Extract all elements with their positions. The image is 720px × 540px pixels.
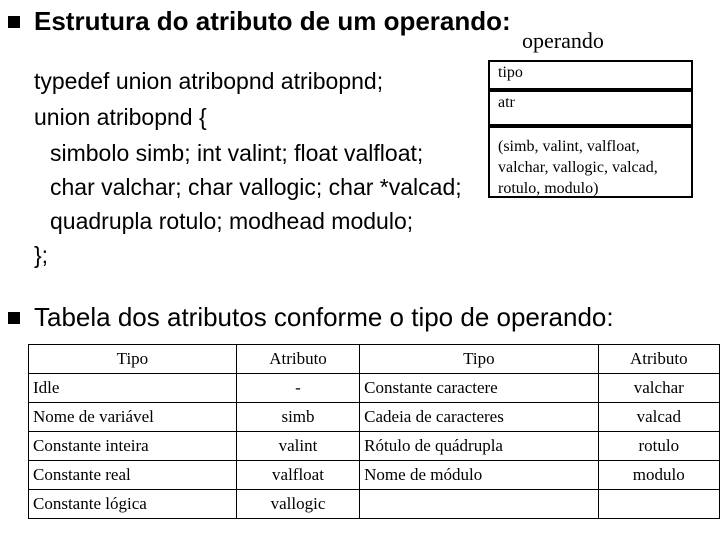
cell-atributo: valcad (598, 403, 719, 432)
cell-tipo: Idle (29, 374, 237, 403)
cell-atributo: - (236, 374, 359, 403)
cell-atributo: valint (236, 432, 359, 461)
cell-atributo: simb (236, 403, 359, 432)
header-atributo-2: Atributo (598, 345, 719, 374)
bullet-1 (8, 16, 20, 28)
bullet-2 (8, 312, 20, 324)
table-header-row (29, 345, 720, 374)
cell-tipo: Rótulo de quádrupla (360, 432, 598, 461)
header-tipo-2: Tipo (360, 345, 598, 374)
code-line-3: simbolo simb; int valint; float valfloat; (50, 140, 424, 166)
cell-tipo: Constante inteira (29, 432, 237, 461)
table-row (29, 432, 720, 461)
cell-tipo: Constante real (29, 461, 237, 490)
header-tipo-1: Tipo (29, 345, 237, 374)
callout-atr: atr (488, 90, 693, 126)
heading-overlay-word: operando (522, 28, 604, 53)
cell-tipo: Constante caractere (360, 374, 598, 403)
code-line-6: }; (34, 242, 49, 268)
cell-tipo: Constante lógica (29, 490, 237, 519)
table-row (29, 490, 720, 519)
cell-tipo: Cadeia de caracteres (360, 403, 598, 432)
cell-atributo (598, 490, 719, 519)
cell-atributo: rotulo (598, 432, 719, 461)
callout-union-fields: (simb, valint, valfloat, valchar, vallogic, valcad, rotulo, modulo) (488, 126, 693, 198)
subheading: Tabela dos atributos conforme o tipo de operando: (34, 302, 614, 332)
code-line-4: char valchar; char vallogic; char *valcad; (50, 174, 462, 200)
cell-atributo: modulo (598, 461, 719, 490)
table-row (29, 403, 720, 432)
heading: Estrutura do atributo de um operando: (34, 6, 511, 36)
cell-atributo: vallogic (236, 490, 359, 519)
callout-tipo: tipo (488, 60, 693, 90)
code-line-5: quadrupla rotulo; modhead modulo; (50, 208, 414, 234)
cell-tipo: Nome de módulo (360, 461, 598, 490)
attributes-table (28, 344, 720, 519)
table-row (29, 374, 720, 403)
cell-tipo (360, 490, 598, 519)
table-row (29, 461, 720, 490)
header-atributo-1: Atributo (236, 345, 359, 374)
code-line-1: typedef union atribopnd atribopnd; (34, 68, 384, 94)
cell-atributo: valchar (598, 374, 719, 403)
cell-tipo: Nome de variável (29, 403, 237, 432)
code-line-2: union atribopnd { (34, 104, 207, 130)
cell-atributo: valfloat (236, 461, 359, 490)
